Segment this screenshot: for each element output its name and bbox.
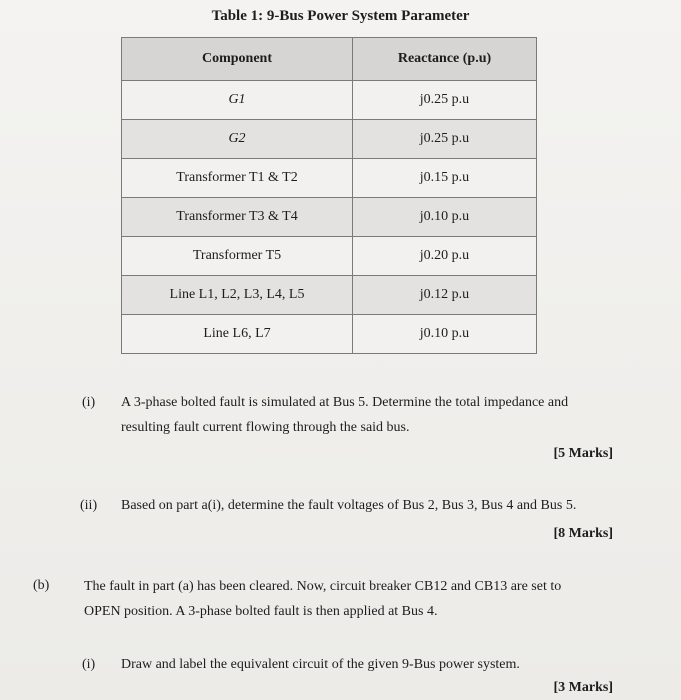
- reactance-cell: j0.10 p.u: [353, 315, 537, 354]
- question-a-ii-text: [121, 493, 651, 518]
- question-a-i-line-2: resulting fault current flowing through the said bus.: [121, 420, 410, 435]
- question-b-i-text: [121, 652, 641, 677]
- question-a-ii-marks: [8 Marks]: [553, 526, 613, 541]
- component-cell: Transformer T3 & T4: [122, 198, 353, 237]
- question-a-i-marks: [5 Marks]: [553, 446, 613, 461]
- component-cell: Line L6, L7: [122, 315, 353, 354]
- table-title: Table 1: 9-Bus Power System Parameter: [211, 8, 470, 24]
- component-cell: Transformer T1 & T2: [122, 159, 353, 198]
- table-row: [122, 315, 537, 354]
- component-cell: Line L1, L2, L3, L4, L5: [122, 276, 353, 315]
- question-a-ii-line-1: Based on part a(i), determine the fault voltages of Bus 2, Bus 3, Bus 4 and Bus 5.: [121, 498, 577, 513]
- question-b-i-label: (i): [82, 657, 96, 672]
- question-b-i-line-1: Draw and label the equivalent circuit of the given 9-Bus power system.: [121, 657, 520, 672]
- question-b-text: [84, 574, 654, 624]
- component-cell: G2: [122, 120, 353, 159]
- question-a-i-label: (i): [82, 395, 96, 410]
- question-b-line-2: OPEN position. A 3-phase bolted fault is then applied at Bus 4.: [84, 604, 438, 619]
- question-a-ii-label: (ii): [80, 498, 98, 513]
- table-row: [122, 198, 537, 237]
- component-cell: G1: [122, 81, 353, 120]
- parameter-table: [121, 37, 537, 354]
- table-row: [122, 81, 537, 120]
- question-a-i-text: [121, 390, 641, 440]
- reactance-cell: j0.12 p.u: [353, 276, 537, 315]
- component-cell: Transformer T5: [122, 237, 353, 276]
- table-row: [122, 120, 537, 159]
- question-b-label: (b): [33, 578, 50, 593]
- reactance-cell: j0.10 p.u: [353, 198, 537, 237]
- reactance-cell: j0.25 p.u: [353, 120, 537, 159]
- question-b-i-marks: [3 Marks]: [553, 680, 613, 695]
- reactance-cell: j0.25 p.u: [353, 81, 537, 120]
- table-row: [122, 159, 537, 198]
- header-reactance: Reactance (p.u): [353, 38, 537, 81]
- table-row: [122, 276, 537, 315]
- question-b-line-1: The fault in part (a) has been cleared. Now, circuit breaker CB12 and CB13 are set to: [84, 579, 562, 594]
- question-a-i-line-1: A 3-phase bolted fault is simulated at Bus 5. Determine the total impedance and: [121, 395, 569, 410]
- reactance-cell: j0.15 p.u: [353, 159, 537, 198]
- reactance-cell: j0.20 p.u: [353, 237, 537, 276]
- table-row: [122, 237, 537, 276]
- header-component: Component: [122, 38, 353, 81]
- table-header-row: [122, 38, 537, 81]
